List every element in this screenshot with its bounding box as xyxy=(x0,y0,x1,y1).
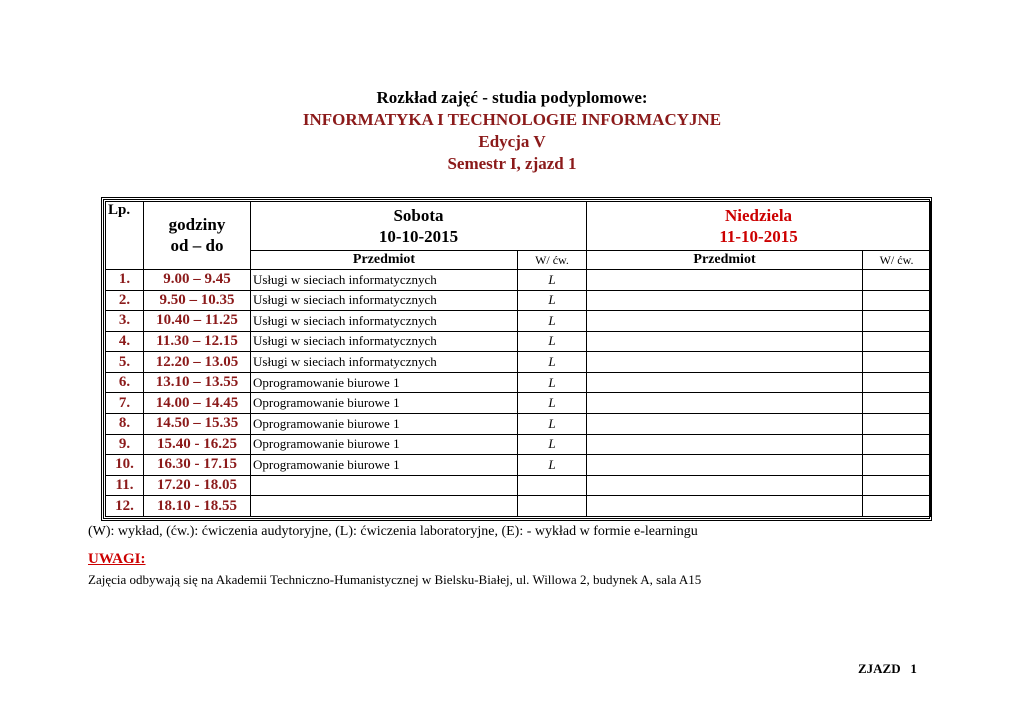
row-hours: 11.30 – 12.15 xyxy=(144,331,251,352)
saturday-subject-header: Przedmiot xyxy=(251,251,518,270)
saturday-subject: Oprogramowanie biurowe 1 xyxy=(251,372,518,393)
document-title xyxy=(0,87,1024,175)
sunday-type xyxy=(863,352,931,373)
row-hours: 13.10 – 13.55 xyxy=(144,372,251,393)
sunday-type xyxy=(863,434,931,455)
table-row xyxy=(106,269,931,290)
row-hours: 10.40 – 11.25 xyxy=(144,311,251,332)
remarks-text: Zajęcia odbywają się na Akademii Techniczno-Humanistycznej w Bielsku-Białej, ul. Willowa 2, budynek A, sala A15 xyxy=(88,572,702,587)
sunday-type xyxy=(863,393,931,414)
saturday-subject: Oprogramowanie biurowe 1 xyxy=(251,434,518,455)
row-hours: 15.40 - 16.25 xyxy=(144,434,251,455)
sunday-date: 11-10-2015 xyxy=(719,227,798,247)
row-hours: 12.20 – 13.05 xyxy=(144,352,251,373)
title-line-4: Semestr I, zjazd 1 xyxy=(447,154,577,173)
table-row xyxy=(106,372,931,393)
sunday-subject-header: Przedmiot xyxy=(587,251,863,270)
legend: (W): wykład, (ćw.): ćwiczenia audytoryjne, (L): ćwiczenia laboratoryjne, (E): - wykład w formie e-learningu xyxy=(88,524,698,539)
schedule-rows xyxy=(106,269,931,516)
saturday-type: L xyxy=(518,455,587,476)
table-row xyxy=(106,352,931,373)
table-row xyxy=(106,290,931,311)
saturday-day: Sobota xyxy=(393,206,444,226)
lp-header: Lp. xyxy=(106,202,144,270)
table-row xyxy=(106,434,931,455)
sunday-day: Niedziela xyxy=(725,206,793,226)
sunday-type xyxy=(863,455,931,476)
sunday-subject xyxy=(587,413,863,434)
table-row xyxy=(106,496,931,517)
sunday-subject xyxy=(587,455,863,476)
saturday-type: L xyxy=(518,331,587,352)
title-line-3: Edycja V xyxy=(478,132,546,151)
saturday-subject: Usługi w sieciach informatycznych xyxy=(251,352,518,373)
schedule-table-frame xyxy=(101,197,932,521)
sunday-subject xyxy=(587,311,863,332)
footer-label: ZJAZD 1 xyxy=(858,661,917,676)
saturday-subject xyxy=(251,496,518,517)
row-number: 11. xyxy=(106,475,144,496)
sunday-type xyxy=(863,496,931,517)
saturday-type-header: W/ ćw. xyxy=(518,251,587,270)
sunday-header xyxy=(587,202,931,251)
row-number: 7. xyxy=(106,393,144,414)
row-number: 10. xyxy=(106,455,144,476)
saturday-subject: Oprogramowanie biurowe 1 xyxy=(251,413,518,434)
header-row xyxy=(106,202,931,251)
sunday-subject xyxy=(587,290,863,311)
saturday-subject: Oprogramowanie biurowe 1 xyxy=(251,455,518,476)
row-hours: 17.20 - 18.05 xyxy=(144,475,251,496)
saturday-type: L xyxy=(518,393,587,414)
row-number: 3. xyxy=(106,311,144,332)
sunday-type-header: W/ ćw. xyxy=(863,251,931,270)
row-hours: 14.00 – 14.45 xyxy=(144,393,251,414)
table-row xyxy=(106,331,931,352)
sunday-type xyxy=(863,269,931,290)
sunday-subject xyxy=(587,372,863,393)
schedule-table xyxy=(105,201,931,517)
saturday-type xyxy=(518,496,587,517)
hours-header xyxy=(144,202,251,270)
saturday-subject: Usługi w sieciach informatycznych xyxy=(251,290,518,311)
saturday-subject: Usługi w sieciach informatycznych xyxy=(251,331,518,352)
saturday-date: 10-10-2015 xyxy=(378,227,459,247)
table-row xyxy=(106,311,931,332)
row-hours: 9.00 – 9.45 xyxy=(144,269,251,290)
row-hours: 14.50 – 15.35 xyxy=(144,413,251,434)
sunday-subject xyxy=(587,269,863,290)
table-row xyxy=(106,475,931,496)
table-row xyxy=(106,413,931,434)
saturday-type: L xyxy=(518,372,587,393)
saturday-subject: Oprogramowanie biurowe 1 xyxy=(251,393,518,414)
title-line-2: INFORMATYKA I TECHNOLOGIE INFORMACYJNE xyxy=(302,110,722,129)
row-number: 9. xyxy=(106,434,144,455)
saturday-subject: Usługi w sieciach informatycznych xyxy=(251,269,518,290)
sunday-subject xyxy=(587,434,863,455)
table-row xyxy=(106,393,931,414)
sunday-type xyxy=(863,372,931,393)
saturday-type: L xyxy=(518,413,587,434)
row-number: 2. xyxy=(106,290,144,311)
saturday-type xyxy=(518,475,587,496)
hours-header-line-1: godziny xyxy=(168,215,226,235)
sunday-type xyxy=(863,413,931,434)
row-number: 8. xyxy=(106,413,144,434)
remarks-title: UWAGI: xyxy=(88,551,146,567)
row-hours: 16.30 - 17.15 xyxy=(144,455,251,476)
sunday-subject xyxy=(587,475,863,496)
row-number: 6. xyxy=(106,372,144,393)
sunday-type xyxy=(863,331,931,352)
saturday-subject: Usługi w sieciach informatycznych xyxy=(251,311,518,332)
saturday-type: L xyxy=(518,290,587,311)
row-number: 12. xyxy=(106,496,144,517)
sunday-type xyxy=(863,290,931,311)
sunday-subject xyxy=(587,393,863,414)
title-line-1: Rozkład zajęć - studia podyplomowe: xyxy=(376,88,648,107)
sunday-type xyxy=(863,475,931,496)
row-number: 1. xyxy=(106,269,144,290)
saturday-type: L xyxy=(518,434,587,455)
table-row xyxy=(106,455,931,476)
saturday-header xyxy=(251,202,587,251)
row-number: 4. xyxy=(106,331,144,352)
row-number: 5. xyxy=(106,352,144,373)
sunday-subject xyxy=(587,496,863,517)
sunday-subject xyxy=(587,352,863,373)
saturday-type: L xyxy=(518,269,587,290)
saturday-type: L xyxy=(518,352,587,373)
row-hours: 18.10 - 18.55 xyxy=(144,496,251,517)
saturday-type: L xyxy=(518,311,587,332)
saturday-subject xyxy=(251,475,518,496)
row-hours: 9.50 – 10.35 xyxy=(144,290,251,311)
sunday-subject xyxy=(587,331,863,352)
hours-header-line-2: od – do xyxy=(170,236,224,256)
sunday-type xyxy=(863,311,931,332)
